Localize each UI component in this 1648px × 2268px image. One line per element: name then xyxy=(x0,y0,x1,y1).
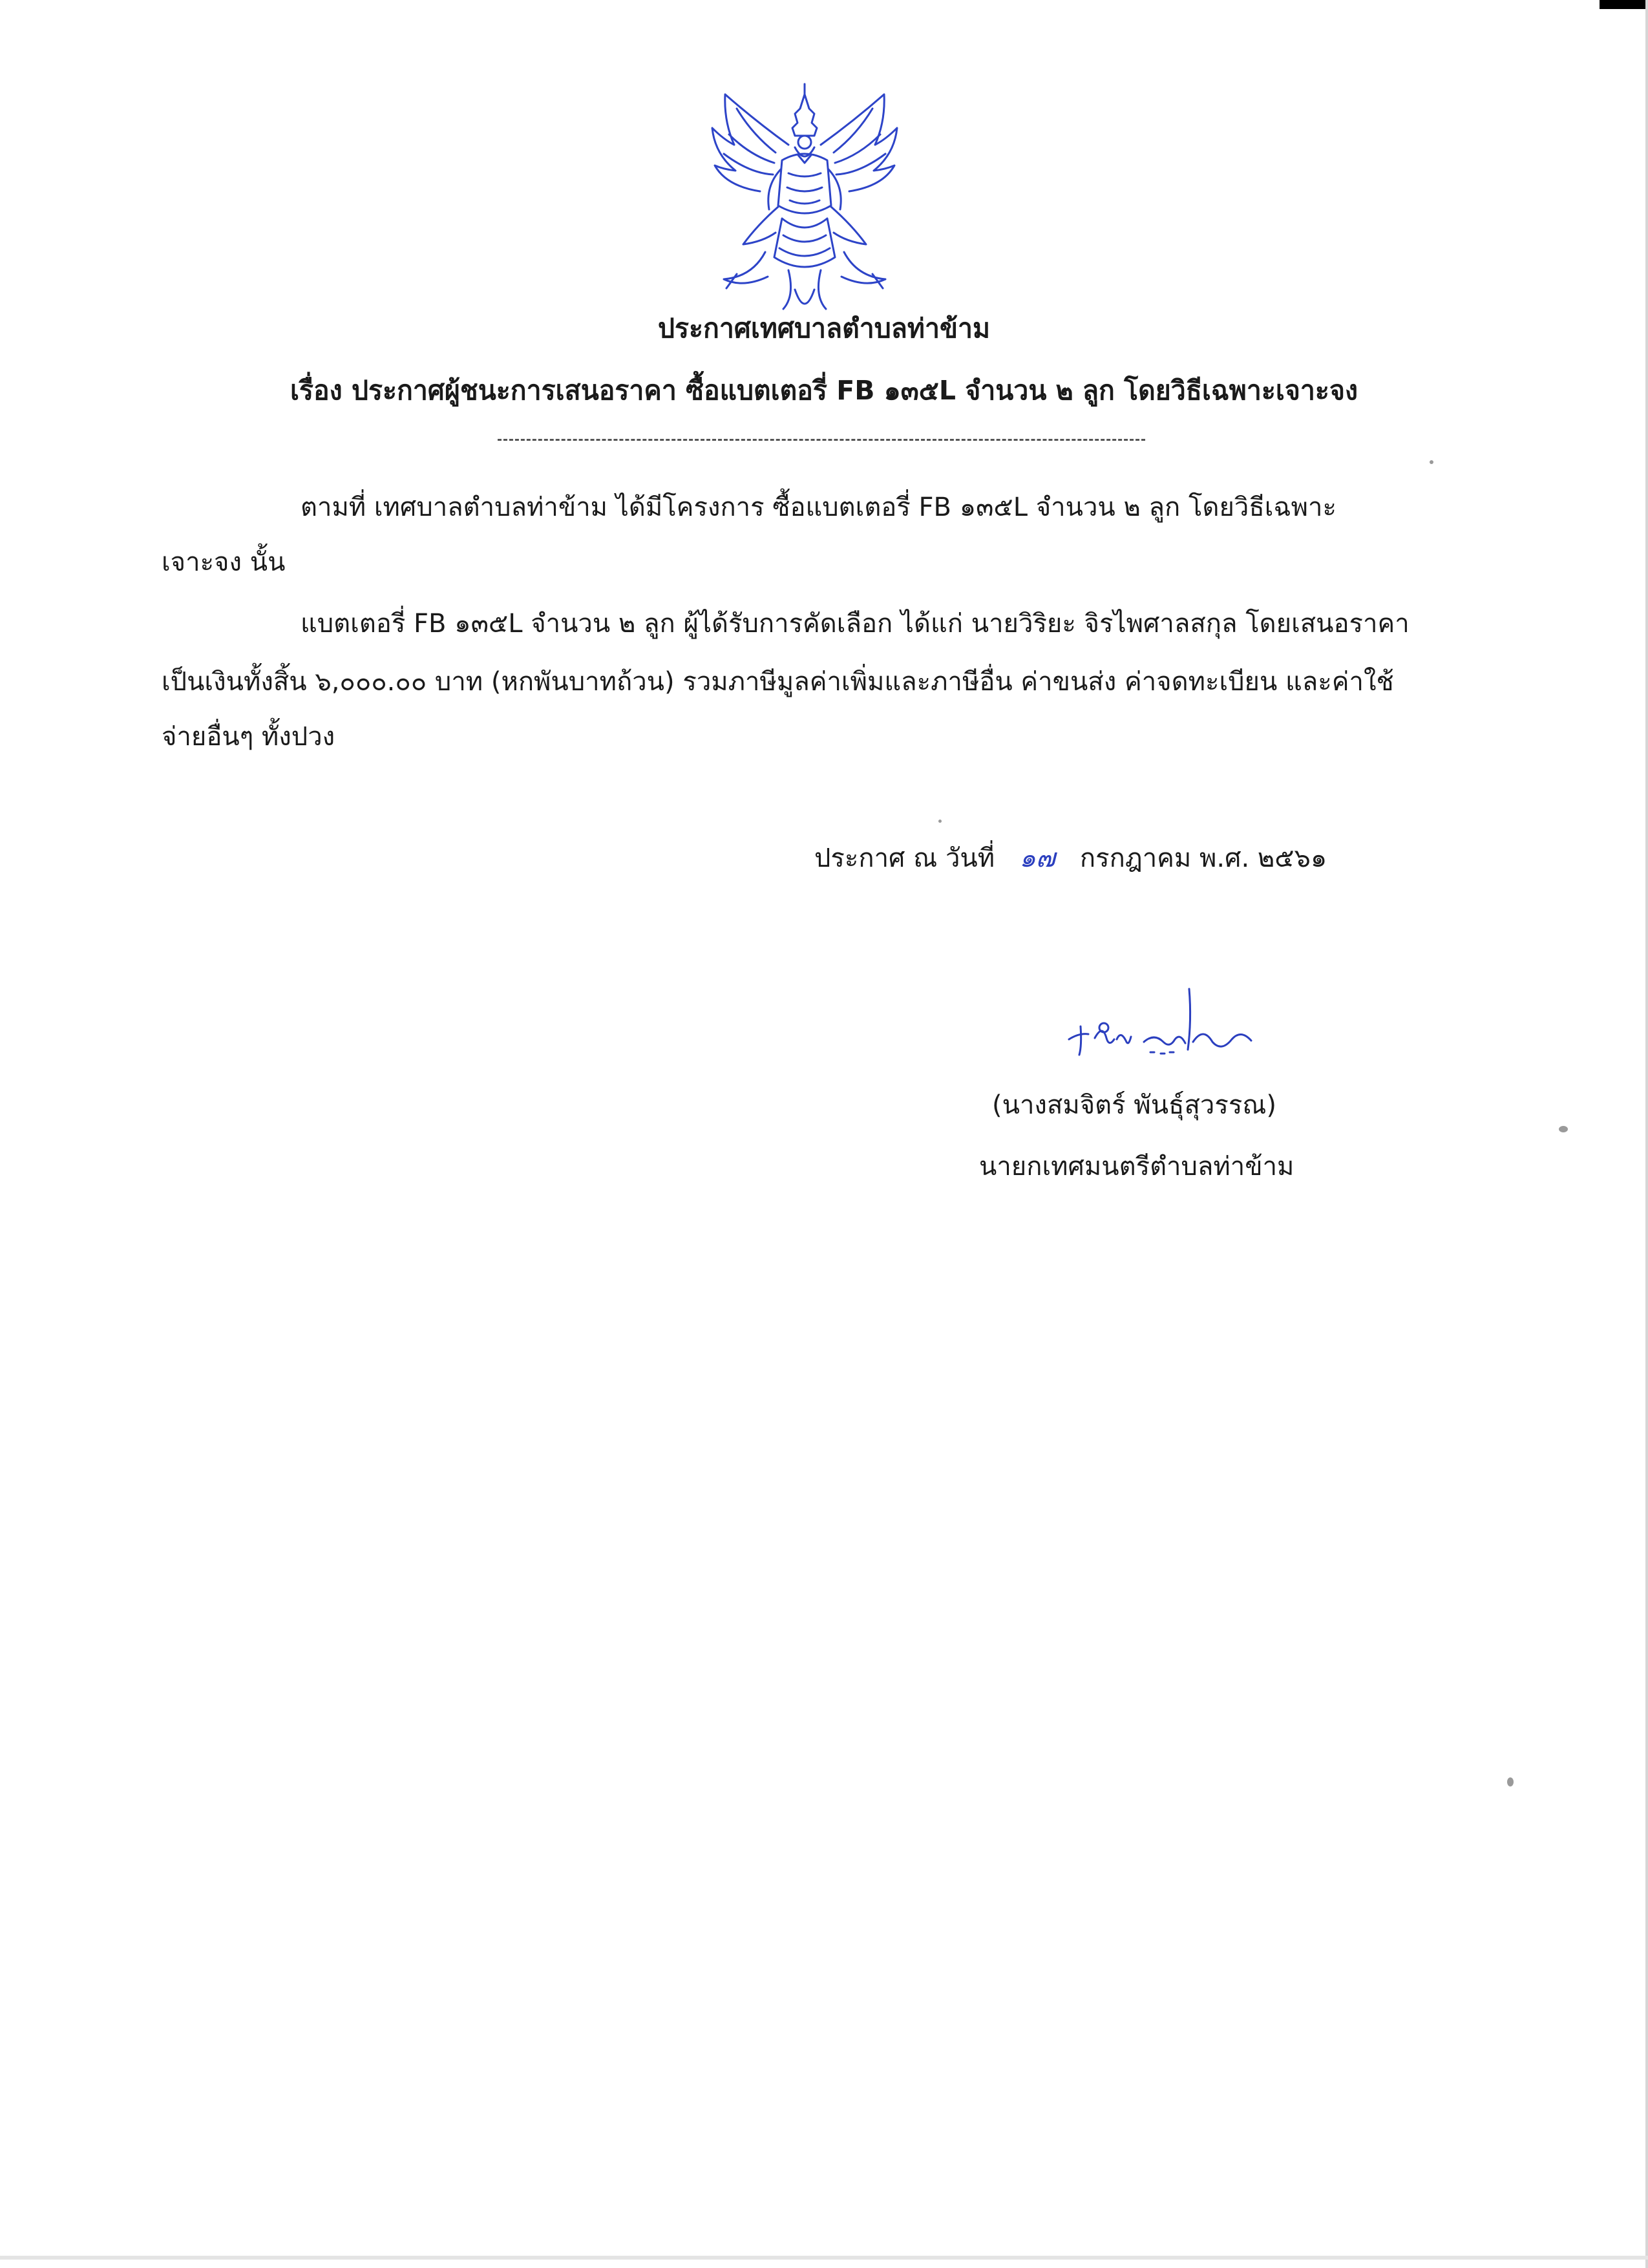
paragraph-2-line-2: เป็นเงินทั้งสิ้น ๖,๐๐๐.๐๐ บาท (หกพันบาทถ้วน) รวมภาษีมูลค่าเพิ่มและภาษีอื่น ค่าขนส่ง ค่าจดทะเบียน และค่าใช้ xyxy=(162,667,1394,697)
announcement-month-year: กรกฎาคม พ.ศ. ๒๕๖๑ xyxy=(1079,843,1327,873)
dashed-divider xyxy=(498,439,1145,441)
paragraph-2-line-3: จ่ายอื่นๆ ทั้งปวง xyxy=(162,722,335,752)
paragraph-1-line-2: เจาะจง นั้น xyxy=(162,547,286,577)
scan-edge-mark xyxy=(1600,0,1648,9)
scan-speck xyxy=(938,820,942,823)
scan-edge-bottom xyxy=(0,2256,1648,2260)
document-subject: เรื่อง ประกาศผู้ชนะการเสนอราคา ซื้อแบตเตอรี่ FB ๑๓๕L จำนวน ๒ ลูก โดยวิธีเฉพาะเจาะจง xyxy=(290,375,1358,406)
garuda-emblem xyxy=(698,83,911,321)
signatory-name: (นางสมจิตร์ พันธุ์สุวรรณ) xyxy=(992,1090,1277,1120)
paragraph-2-line-1: แบตเตอรี่ FB ๑๓๕L จำนวน ๒ ลูก ผู้ได้รับการคัดเลือก ได้แก่ นายวิริยะ จิรไพศาลสกุล โดยเสนอราคา xyxy=(301,609,1410,639)
signatory-position: นายกเทศมนตรีตำบลท่าข้าม xyxy=(979,1152,1294,1182)
scan-speck xyxy=(1430,460,1433,464)
announcement-prefix: ประกาศ ณ วันที่ xyxy=(814,843,995,873)
paragraph-1-line-1: ตามที่ เทศบาลตำบลท่าข้าม ได้มีโครงการ ซื้อแบตเตอรี่ FB ๑๓๕L จำนวน ๒ ลูก โดยวิธีเฉพาะ xyxy=(301,493,1336,522)
document-title: ประกาศเทศบาลตำบลท่าข้าม xyxy=(657,313,991,344)
signature-scribble xyxy=(1066,988,1254,1065)
handwritten-day: ๑๗ xyxy=(1019,843,1055,873)
scan-speck xyxy=(1507,1777,1514,1786)
announcement-date xyxy=(814,839,1327,878)
scan-speck xyxy=(1559,1126,1568,1132)
